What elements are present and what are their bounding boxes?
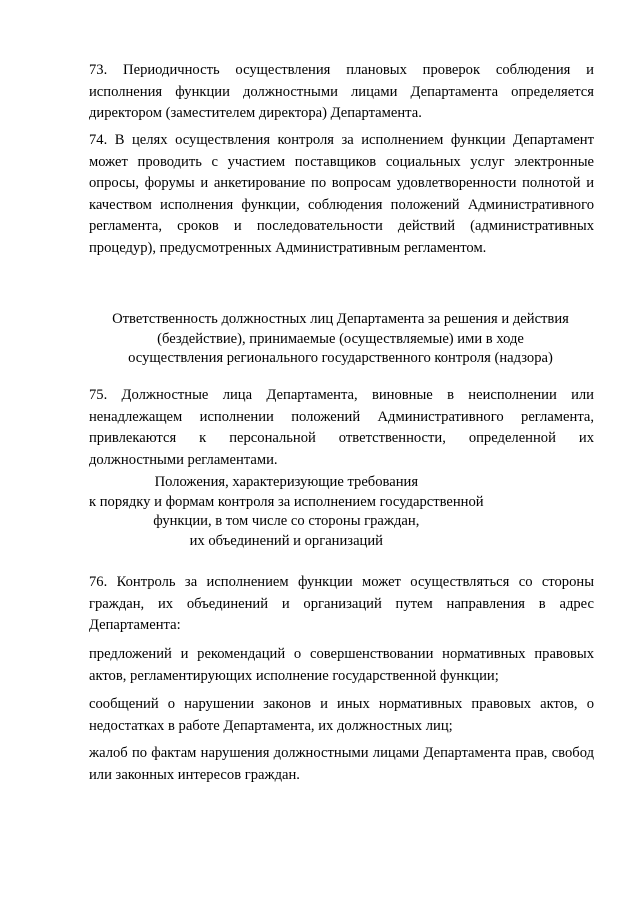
list-item-reports: сообщений о нарушении законов и иных нормативных правовых актов, о недостатках в работе Департамента, их должностных лиц;	[89, 696, 594, 734]
heading-line: Положения, характеризующие требования	[154, 474, 419, 490]
heading-line: их объединений и организаций	[189, 532, 383, 549]
heading-line: функции, в том числе со стороны граждан,	[153, 513, 420, 529]
section-heading-control-requirements	[89, 473, 484, 551]
heading-line: осуществления регионального государственного контроля (надзора)	[128, 350, 553, 366]
paragraph-74: 74. В целях осуществления контроля за исполнением функции Департамент может проводить с участием поставщиков социальных услуг электронные опросы, форумы и анкетирование по вопросам удовлетворенности полнотой и качеством исполнения функции, соблюдения положений Административного регламента, сроков и последовательности действий (административных процедур), предусмотренных Административным регламентом.	[89, 132, 594, 256]
heading-line: (бездействие), принимаемые (осуществляемые) ими в ходе	[157, 330, 524, 347]
paragraph-76: 76. Контроль за исполнением функции может осуществляться со стороны граждан, их объединений и организаций путем направления в адрес Департамента:	[89, 574, 594, 633]
section-heading-responsibility	[81, 310, 600, 369]
paragraph-75: 75. Должностные лица Департамента, виновные в неисполнении или ненадлежащем исполнении положений Административного регламента, привлекаются к персональной ответственности, определенной их должностными регламентами.	[89, 387, 594, 468]
list-item-complaints: жалоб по фактам нарушения должностными лицами Департамента прав, свобод или законных интересов граждан.	[89, 745, 594, 783]
list-item-proposals: предложений и рекомендаций о совершенствовании нормативных правовых актов, регламентирующих исполнение государственной функции;	[89, 646, 594, 684]
heading-line: Ответственность должностных лиц Департамента за решения и действия	[112, 311, 569, 327]
heading-line: к порядку и формам контроля за исполнением государственной	[89, 493, 484, 510]
paragraph-73: 73. Периодичность осуществления плановых проверок соблюдения и исполнения функции должностными лицами Департамента определяется директором (заместителем директора) Департамента.	[89, 62, 594, 121]
